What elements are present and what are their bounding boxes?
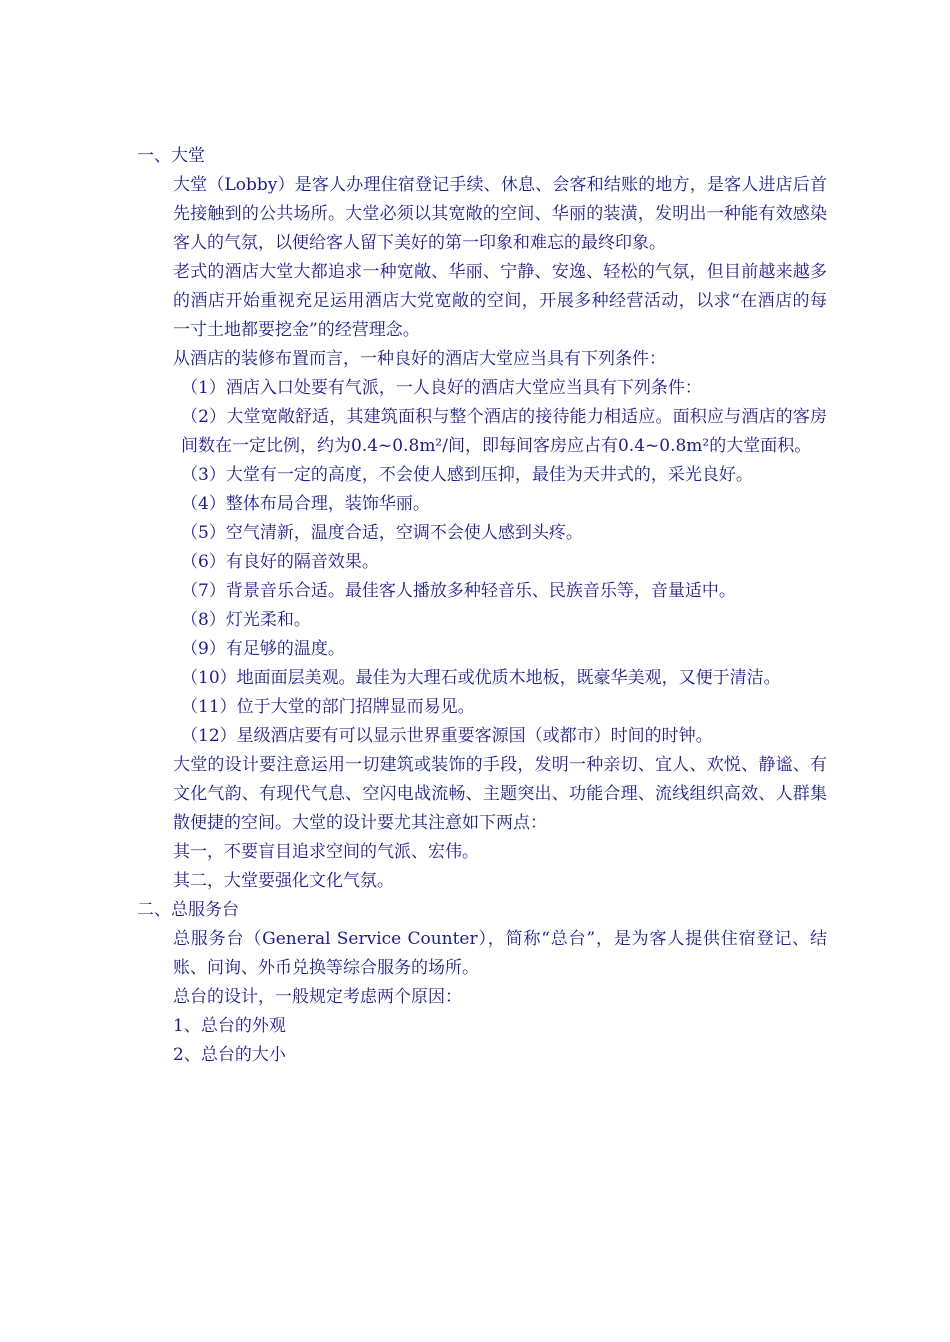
paragraph-lobby-conditions: 从酒店的装修布置而言，一种良好的酒店大堂应当具有下列条件： xyxy=(173,349,666,369)
list-item: （8）灯光柔和。 xyxy=(181,610,311,630)
list-item: （2）大堂宽敞舒适，其建筑面积与整个酒店的接待能力相适应。面积应与酒店的客房间数在一定比例，约为0.4~0.8m²/间，即每间客房应占有0.4~0.8m²的大堂面积。 xyxy=(181,407,827,456)
list-item: （3）大堂有一定的高度，不会使人感到压抑，最佳为天井式的，采光良好。 xyxy=(181,465,753,485)
paragraph-lobby-trend: 老式的酒店大堂大都追求一种宽敞、华丽、宁静、安逸、轻松的气氛，但目前越来越多的酒店开始重视充足运用酒店大党宽敞的空间，开展多种经营活动，以求“在酒店的每一寸土地都要挖金”的经营理念。 xyxy=(173,262,827,340)
document-body xyxy=(137,142,827,1070)
sub-item-appearance: 1、总台的外观 xyxy=(173,1016,286,1036)
paragraph-lobby-intro: 大堂（Lobby）是客人办理住宿登记手续、休息、会客和结账的地方，是客人进店后首先接触到的公共场所。大堂必须以其宽敞的空间、华丽的装潢，发明出一种能有效感染客人的气氛，以便给客人留下美好的第一印象和难忘的最终印象。 xyxy=(173,175,827,253)
list-item: （12）星级酒店要有可以显示世界重要客源国（或都市）时间的时钟。 xyxy=(181,726,713,746)
list-item: （9）有足够的温度。 xyxy=(181,639,345,659)
list-item: （5）空气清新，温度合适，空调不会使人感到头疼。 xyxy=(181,523,583,543)
paragraph-front-desk-intro: 总服务台（General Service Counter），简称“总台”，是为客人提供住宿登记、结账、问询、外币兑换等综合服务的场所。 xyxy=(173,929,827,978)
design-point-2: 其二，大堂要强化文化气氛。 xyxy=(173,871,394,891)
paragraph-front-desk-design: 总台的设计，一般规定考虑两个原因： xyxy=(173,987,462,1007)
section-heading-lobby: 一、大堂 xyxy=(137,146,205,166)
sub-item-size: 2、总台的大小 xyxy=(173,1045,286,1065)
list-item: （11）位于大堂的部门招牌显而易见。 xyxy=(181,697,475,717)
list-item: （10）地面面层美观。最佳为大理石或优质木地板，既豪华美观，又便于清洁。 xyxy=(181,668,781,688)
list-item: （7）背景音乐合适。最佳客人播放多种轻音乐、民族音乐等，音量适中。 xyxy=(181,581,736,601)
list-item: （4）整体布局合理，装饰华丽。 xyxy=(181,494,430,514)
section-heading-front-desk: 二、总服务台 xyxy=(137,900,239,920)
design-point-1: 其一，不要盲目追求空间的气派、宏伟。 xyxy=(173,842,479,862)
paragraph-lobby-design: 大堂的设计要注意运用一切建筑或装饰的手段，发明一种亲切、宜人、欢悦、静谧、有文化气韵、有现代气息、空闪电战流畅、主题突出、功能合理、流线组织高效、人群集散便捷的空间。大堂的设计要尤其注意如下两点： xyxy=(173,755,827,833)
list-item: （6）有良好的隔音效果。 xyxy=(181,552,379,572)
list-item: （1）酒店入口处要有气派，一人良好的酒店大堂应当具有下列条件： xyxy=(181,378,702,398)
